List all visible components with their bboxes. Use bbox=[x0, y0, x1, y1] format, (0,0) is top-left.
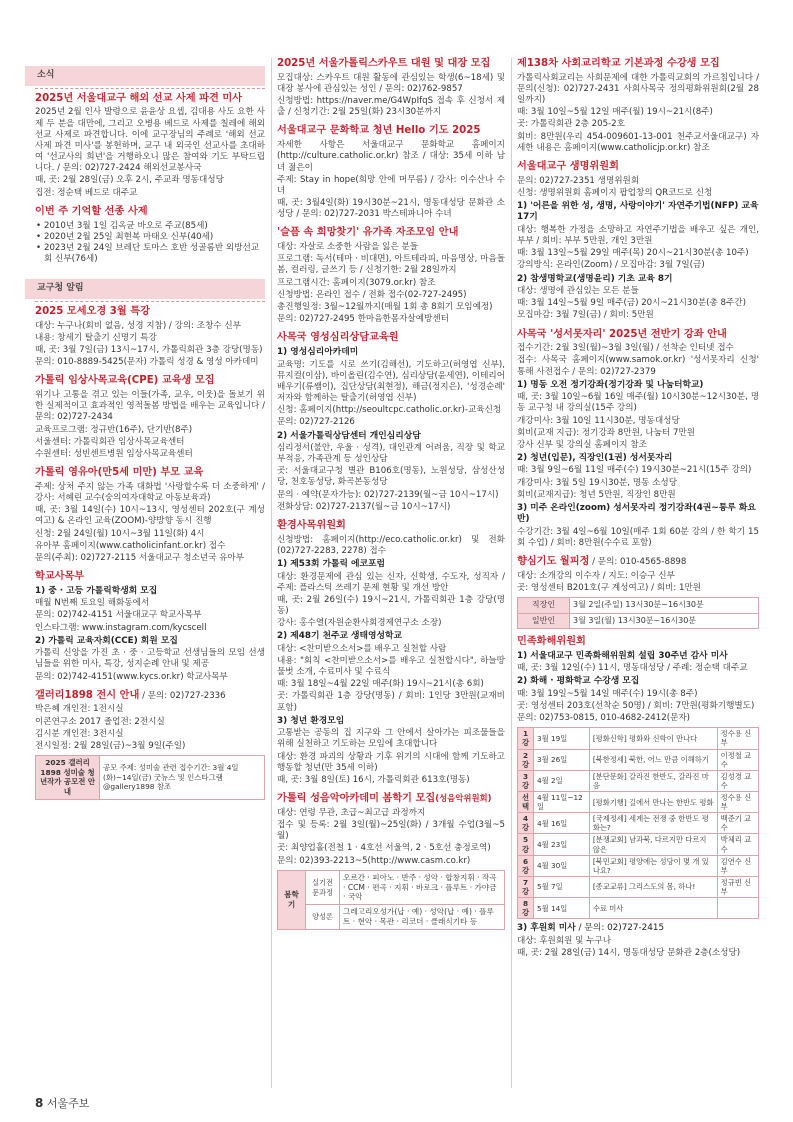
article-text: 개강미사: 3월 5일 19시30분, 명동 소성당 bbox=[517, 477, 678, 488]
sub-heading: 1) '어른을 위한 성, 생명, 사랑이야기' 자연주기법(NFP) 교육 17기 bbox=[517, 201, 759, 223]
course-list: 그레고리오성가(납 · 예) · 성악(납 · 예) · 플루트 · 현악 · 목관 · 리코더 · 클래식기타 등 bbox=[340, 905, 505, 930]
lecture-topic: [종교교류] 그리스도의 몸, 하나! bbox=[589, 876, 717, 897]
lecture-date: 4월 30일 bbox=[534, 855, 590, 876]
article-text: 때: 3월 14일~5월 9일 매주(금) 20시~21시30분(총 8주간) bbox=[517, 298, 746, 309]
article-title: 서울대교구 문화학교 청년 Hello 기도 2025 bbox=[277, 125, 481, 137]
article-text: 곳: 서울대교구청 별관 B106호(명동), 노원성당, 삼성산성당, 천호동성당, 화곡본동성당 bbox=[277, 466, 505, 488]
table-row bbox=[518, 770, 759, 791]
article-text: 고통받는 공동의 집 지구와 그 안에서 살아가는 피조물들을 위해 실천하고 기도하는 모임에 초대합니다 bbox=[277, 728, 505, 750]
article-text: 집전: 정순택 베드로 대주교 bbox=[35, 187, 138, 198]
article-text: 대상: 연령 무관, 초급~최고급 과정까지 bbox=[277, 807, 426, 818]
schedule-time: 3월 2일(주일) 13시30분~16시30분 bbox=[570, 598, 759, 613]
article-title: 가톨릭 임상사목교육(CPE) 교육생 모집 bbox=[35, 375, 215, 387]
article-text: 문의: 02)727-2495 한마음한몸자살예방센터 bbox=[277, 314, 449, 325]
article-text: 곳: 영성센터 203호(선착순 50명) / 회비: 7만원(평화기행별도) bbox=[517, 701, 755, 711]
article-title: 이번 주 기억할 선종 사제 bbox=[35, 205, 148, 217]
sub-heading: 3) 청년 환경모임 bbox=[277, 715, 345, 726]
article-text: 이콘연구소 2017 졸업전: 2전시실 bbox=[35, 716, 165, 727]
article-text: 문의 · 예약(문자가능): 02)727-2139(월~금 10시~17시) bbox=[277, 489, 499, 500]
article-text: 문의: 02)393-2213~5(http://www.casm.co.kr) bbox=[277, 855, 471, 866]
list-item: • 2010년 3월 1일 김옥균 바오로 주교(85세) bbox=[35, 221, 265, 232]
lecture-number: 8강 bbox=[518, 898, 534, 919]
article-text: 신청: 홈페이지(http://seoultcpc.catholic.or.kr)-교육신청 bbox=[277, 405, 502, 416]
article-text: 문의: 02)727-2351 생명위원회 bbox=[517, 175, 640, 186]
lecturer: 김성경 교수 bbox=[717, 770, 758, 791]
column-1 bbox=[35, 58, 265, 803]
lecture-number: 선택 bbox=[518, 792, 534, 813]
article-text: 2025년 2월 인사 발령으로 윤윤상 요셉, 김대용 사도 요한 사제 두 분을 대만에, 그리고 오병용 베드로 사제를 칠레에 해외 선교 사제로 파견합니다. 이에 교구장님의 주례로 '해외 선교 사제 파견 미사'를 봉헌하며, 교구 내 외국인 선교사를 초대하여 '선교사의 희년'을 거행하오니 많은 참여와 기도 부탁드립니다. / 문의: 02)727-2424 해외선교봉사국 bbox=[35, 107, 265, 174]
article-text: 인스타그램: www.instagram.com/kycscell bbox=[35, 622, 207, 633]
lecturer: 정수용 신부 bbox=[717, 728, 758, 749]
lecture-number: 2강 bbox=[518, 749, 534, 770]
page-footer bbox=[35, 1096, 89, 1112]
article-text: 강사: 홍수열(자원순환사회경제연구소 소장) bbox=[277, 618, 442, 629]
article-text: 심리정서(불안, 우울 · 성격), 대인관계 어려움, 직장 및 학교 부적응, 가족관계 등 성인상담 bbox=[277, 442, 505, 465]
music-course-table bbox=[277, 870, 505, 930]
article-text: 곳: 영성센터 B201호(구 계성여고) / 회비: 1만원 bbox=[517, 583, 702, 594]
table-row bbox=[518, 855, 759, 876]
article-text: 대상: 환경문제에 관심 있는 신자, 신학생, 수도자, 성직자 / 주제: 플라스틱 쓰레기 문제 현황 및 개선 방안 bbox=[277, 571, 505, 593]
lecture-topic: [분쟁교회] 남과북, 다르지만 다르지 않은 bbox=[589, 834, 717, 855]
article-text: 문의: 02)742-4151(www.kycs.or.kr) 학교사목부 bbox=[35, 671, 228, 682]
article-text: 가톨릭 신앙을 가진 초 · 중 · 고등학교 선생님들의 모임 선생님들을 위한 미사, 특강, 성지순례 안내 및 제공 bbox=[35, 648, 265, 670]
article-text: 신청: 2월 24일(월) 10시~3월 11일(화) 4시 bbox=[35, 528, 205, 539]
table-row bbox=[518, 898, 759, 919]
article-text: 신청방법: 온라인 접수 / 전화 접수(02-727-2495) bbox=[277, 289, 467, 300]
lecturer: 박체리 교수 bbox=[717, 834, 758, 855]
article-text: 가톨릭사회교리는 사회문제에 대한 가톨릭교회의 가르침입니다 / 문의(신청): 02)727-2431 사회사목국 정의평화위원회(2월 28일까지) bbox=[517, 72, 759, 106]
article-text: 때, 곳: 3월 12일(수) 11시, 명동대성당 / 주례: 정순택 대주교 bbox=[517, 663, 748, 674]
article-text: 때, 곳: 3월 8일(토) 16시, 가톨릭회관 613호(명동) bbox=[277, 774, 470, 785]
article-text: 문의: 02)753-0815, 010-4682-2412(문자) bbox=[517, 713, 691, 724]
lecture-date: 5월 7일 bbox=[534, 876, 590, 897]
article-text: 프로그램시간: 홈페이지(3079.or.kr) 참조 bbox=[277, 277, 436, 288]
lecture-topic: [평화기행] 길에서 만나는 한반도 평화 bbox=[589, 792, 717, 813]
article-title: 서울대교구 생명위원회 bbox=[517, 160, 619, 172]
column-3 bbox=[517, 58, 759, 960]
article-text: 김시분 개인전: 3전시실 bbox=[35, 728, 124, 739]
lecture-topic: 수료 미사 bbox=[589, 898, 717, 919]
sub-heading: 1) 중 · 고등 가톨릭학생회 모집 bbox=[35, 585, 158, 596]
lecturer: 백준기 교수 bbox=[717, 813, 758, 834]
lecturer: 이정철 교수 bbox=[717, 749, 758, 770]
retreat-schedule-table bbox=[517, 597, 759, 629]
music-academy-sub: (성음악위원회) bbox=[435, 793, 492, 804]
lecture-number: 4강 bbox=[518, 813, 534, 834]
article-text: 때, 곳: 2월 28일(금) 14시, 명동대성당 문화관 2층(소성당) bbox=[517, 947, 741, 958]
article-text: 곳: 최양업홀(전철 1 · 4호선 서울역, 2 · 5호선 충정로역) bbox=[277, 843, 491, 854]
article-title: 제138차 사회교리학교 기본과정 수강생 모집 bbox=[517, 58, 720, 69]
page-number: 8 bbox=[35, 1096, 44, 1110]
lecturer: 정규빈 신부 bbox=[717, 876, 758, 897]
article-title: 사목국 '성서못자리' 2025년 전반기 강좌 안내 bbox=[517, 328, 727, 340]
article-text: 수원센터: 성빈센트병원 임상사목교육센터 bbox=[35, 448, 193, 459]
article-text: 서울센터: 가톨릭회관 임상사목교육센터 bbox=[35, 436, 185, 447]
article-text: 접수기간: 2월 3일(월)~3월 3일(월) / 선착순 인터넷 접수 bbox=[517, 343, 734, 354]
article-text: 자세한 사항은 서울대교구 문화학교 홈페이지(http://culture.catholic.or.kr) 참조 / 대상: 35세 이하 남녀 젊은이 bbox=[277, 140, 505, 173]
article-text: 때: 3월 13일~5월 29일 매주(목) 20시~21시30분(총 10주) bbox=[517, 248, 749, 259]
course-type: 실기전문과정 bbox=[306, 870, 340, 905]
lecture-number: 7강 bbox=[518, 876, 534, 897]
lecture-topic: [평화신학] 평화와 신학이 만나다 bbox=[589, 728, 717, 749]
article-text: 대상: <찬미받으소서>를 배우고 실천할 사람 bbox=[277, 643, 447, 654]
semester-label: 봄학기 bbox=[278, 870, 306, 929]
column-divider bbox=[511, 58, 512, 1088]
table-row bbox=[518, 613, 759, 628]
article-title bbox=[517, 556, 759, 569]
article-title: 2025년 서울대교구 해외 선교 사제 파견 미사 bbox=[35, 92, 243, 104]
article-text: 때, 곳: 3월4일(화) 19시30분~21시, 명동대성당 문화관 소성당 / 문의: 02)727-2031 박스테파니아 수녀 bbox=[277, 198, 505, 220]
article-text: 때, 곳: 3월 14일(수) 10시~13시, 영성센터 202호(구 계성여고) & 온라인 교육(ZOOM)-양방향 동시 진행 bbox=[35, 505, 265, 527]
article-text: 개강미사: 3월 10일 11시30분, 명동대성당 bbox=[517, 415, 680, 426]
article-text: 모집마감: 3월 7일(금) / 회비: 5만원 bbox=[517, 310, 654, 321]
article-title bbox=[35, 690, 265, 703]
prayer-retreat-title: 향심기도 월피정 bbox=[517, 556, 590, 568]
lecture-number: 3강 bbox=[518, 770, 534, 791]
support-mass-phone: / 문의: 02)727-2415 bbox=[575, 923, 665, 934]
table-row bbox=[518, 834, 759, 855]
lecturer: 김연수 신부 bbox=[717, 855, 758, 876]
gallery-contest-box bbox=[35, 755, 265, 800]
contest-label: 2025 갤러리1898 성미술 청년작가 공모전 안내 bbox=[36, 756, 100, 800]
table-row bbox=[518, 598, 759, 613]
article-text: 전화상담: 02)727-2137(월~금 10시~17시) bbox=[277, 501, 451, 512]
sub-heading: 1) 서울대교구 민족화해위원회 설립 30주년 감사 미사 bbox=[517, 650, 728, 661]
article-title: 학교사목부 bbox=[35, 571, 85, 583]
article-text: 박은혜 개인전: 1전시실 bbox=[35, 704, 124, 715]
lecture-topic: [국제정세] 세계는 전쟁 중 한반도 평화는? bbox=[589, 813, 717, 834]
course-list: 오르간 · 피아노 · 반주 · 성악 · 합창지휘 · 작곡 · CCM · 편곡 · 지휘 · 바로크 · 플루트 · 가야금 · 국악 bbox=[340, 870, 505, 905]
table-row bbox=[518, 876, 759, 897]
lecture-date: 4월 11일~12일 bbox=[534, 792, 590, 813]
article-text: 신청방법: 홈페이지(http://eco.catholic.or.kr) 및 전화(02)727-2283, 2278) 접수 bbox=[277, 534, 505, 556]
article-text: 접수 및 등록: 2월 3일(월)~25일(화) / 3개월 수업(3월~5월) bbox=[277, 820, 505, 842]
lecturer bbox=[717, 898, 758, 919]
article-text: 회비(교재지급): 청년 5만원, 직장인 8만원 bbox=[517, 489, 676, 500]
article-text: 교육명: 기도를 시로 쓰기(김해선), 기도하고(허영엽 신부), 뮤지컬(이삼), 바이올린(김수연), 심리상담(윤세연), 이테리어 배우기(류쌤이), 집단상담(최현정), 해금(정지은), '성경순례' 저자와 함께하는 탈출기(허영엽 신부) bbox=[277, 359, 505, 404]
music-academy-title: 가톨릭 성음악아카데미 봄학기 모집 bbox=[277, 793, 436, 805]
lecture-date: 5월 14일 bbox=[534, 898, 590, 919]
gallery-phone: / 문의: 02)727-2336 bbox=[139, 690, 226, 701]
article-text: 대상: 환경 파괴의 상황과 기후 위기의 시대에 함께 기도하고 행동할 청년(만 35세 이하) bbox=[277, 751, 505, 773]
column-2 bbox=[277, 58, 505, 933]
article-text: 수강기간: 3월 4일~6월 10일(매주 1회 60분 강의 / 한 학기 15회 수업) / 회비: 8만원(수수료 포함) bbox=[517, 526, 759, 549]
article-text: 문의: 02)727-2126 bbox=[277, 417, 355, 428]
lecture-number: 6강 bbox=[518, 855, 534, 876]
schedule-label: 일반인 bbox=[518, 613, 570, 628]
article-text: 대상: 소개강의 이수자 / 지도: 이승구 신부 bbox=[517, 570, 675, 581]
table-row bbox=[518, 728, 759, 749]
section-tag-notice: 교구청 알림 bbox=[25, 279, 265, 299]
article-text: 때, 곳: 2월 28일(금) 오후 2시, 주교좌 명동대성당 bbox=[35, 175, 224, 186]
article-text: 총진행일정: 3월~12월까지(매월 1회 총 8회기 모임예정) bbox=[277, 302, 493, 312]
article-text: 접수: 사목국 홈페이지(www.samok.or.kr) '성서못자리 신청' 통해 사전접수 / 문의: 02)727-2379 bbox=[517, 355, 759, 377]
article-title bbox=[277, 793, 505, 806]
article-text: 문의: 02)742-4151 서울대교구 학교사목부 bbox=[35, 610, 202, 621]
article-text: 회비(교재 지급): 정기강좌 8만원, 나눔터 7만원 bbox=[517, 427, 696, 438]
section-tag-news: 소식 bbox=[25, 66, 265, 86]
lecture-topic: [분단문화] 갈라진 한반도, 갈라진 마음 bbox=[589, 770, 717, 791]
article-text: 교육프로그램: 정규반(16주), 단기반(8주) bbox=[35, 424, 193, 435]
article-text: 신청: 생명위원회 홈페이지 팝업창의 QR코드로 신청 bbox=[517, 187, 713, 198]
course-type: 양성론 bbox=[306, 905, 340, 930]
list-item: • 2023년 2월 24일 브레단 토마스 호반 성골롬반 외방선교회 신부(76세) bbox=[35, 243, 265, 265]
article-title: 민족화해위원회 bbox=[517, 636, 586, 648]
sub-heading: 2) 가톨릭 교육자회(CCE) 회원 모집 bbox=[35, 635, 178, 646]
article-text: 대상: 자살로 소중한 사람을 잃은 분들 bbox=[277, 242, 419, 253]
list-item: • 2020년 2월 25일 최현복 마태오 신부(40세) bbox=[35, 232, 265, 243]
sub-heading: 1) 영성심리아카데미 bbox=[277, 347, 359, 358]
sub-heading bbox=[517, 923, 759, 934]
sub-heading: 2) 서울가톨릭상담센터 개인심리상담 bbox=[277, 430, 421, 441]
article-text: 대상: 후원회원 및 누구나 bbox=[517, 935, 612, 946]
sub-heading: 2) 제48기 천주교 생태영성학교 bbox=[277, 631, 403, 642]
sub-heading: 2) 참생명학교(생명윤리) 기초 교육 8기 bbox=[517, 273, 673, 284]
article-text: 대상: 생명에 관심있는 모든 분들 bbox=[517, 286, 639, 296]
article-text: 때, 곳: 3월 7일(금) 13시~17시, 가톨릭회관 3층 강당(명동) bbox=[35, 345, 263, 356]
article-text: 곳: 가톨릭회관 1층 강당(명동) / 회비: 1인당 3만원(교재비 포함) bbox=[277, 691, 505, 713]
article-title: 사목국 영성심리상담교육원 bbox=[277, 332, 399, 344]
article-text: 모집대상: 스카우트 대원 활동에 관심있는 학생(6~18세) 및 대장 봉사에 관심있는 성인 / 문의: 02)762-9857 bbox=[277, 72, 505, 94]
column-divider bbox=[271, 58, 272, 1088]
article-text: 문의(주최): 02)727-2115 서울대교구 청소년국 유아부 bbox=[35, 552, 245, 563]
article-text: 때, 곳: 3월 10일~6월 16일 매주(월) 10시30분~12시30분, 명동 교구청 내 강의실(15주 강의) bbox=[517, 392, 759, 414]
publication-name: 서울주보 bbox=[46, 1097, 90, 1110]
gallery-title: 갤러리1898 전시 안내 bbox=[35, 689, 140, 701]
lecture-date: 4월 23일 bbox=[534, 834, 590, 855]
prayer-retreat-phone: / 문의: 010-4565-8898 bbox=[589, 557, 687, 568]
sub-heading: 2) 화해 · 평화학교 수강생 모집 bbox=[517, 676, 640, 687]
article-text: 때: 3월 10일~5월 12일 매주(월) 19시~21시(8주) bbox=[517, 107, 713, 118]
table-row bbox=[518, 749, 759, 770]
sub-heading: 3) 미주 온라인(zoom) 성서못자리 정기강좌(4권~통루 화요반) bbox=[517, 503, 756, 525]
article-text: 때: 3월 18일~4월 22일 매주(화) 19시~21시(총 6회) bbox=[277, 679, 484, 690]
deceased-priest-list bbox=[35, 221, 265, 266]
peace-school-schedule bbox=[517, 727, 759, 919]
article-text: 때: 3월 9일~6월 11일 매주(수) 19시30분~21시(15주 강의) bbox=[517, 465, 752, 476]
article-text: 프로그램: 독서(테마 · 비대면), 아트테라피, 마음명상, 마음돌봄, 컬러링, 글쓰기 등 / 신청기한: 2월 28일까지 bbox=[277, 254, 505, 276]
article-text: 전시일정: 2월 28일(금)~3월 9일(주일) bbox=[35, 741, 186, 751]
schedule-time: 3월 3일(월) 13시30분~16시30분 bbox=[570, 613, 759, 628]
article-text: 회비: 8만원(우리 454-009601-13-001 천주교서울대교구) 자세한 내용은 홈페이지(www.catholicjp.or.kr) 참조 bbox=[517, 131, 759, 153]
lecture-topic: [북한정세] 북한, 어느 만큼 이해하기 bbox=[589, 749, 717, 770]
sub-heading: 1) 명동 오전 정기강좌(정기강좌 및 나눔터학교) bbox=[517, 379, 704, 390]
lecture-date: 4월 16일 bbox=[534, 813, 590, 834]
article-text: 문의: 010-8889-5425(문자) 가톨릭 성경 & 영성 아카데미 bbox=[35, 357, 259, 368]
article-title: 가톨릭 영유아(만5세 미만) 부모 교육 bbox=[35, 467, 204, 479]
lecture-number: 5강 bbox=[518, 834, 534, 855]
contest-text: 공모 주제: 성미술 관련 접수기간: 3월 4일(화)~14일(금) 굿뉴스 및 인스타그램 @gallery1898 참조 bbox=[100, 756, 265, 800]
article-text: 신청방법: https://naver.me/G4WpIfqS 접속 후 신청서 제출 / 신청기간: 2월 25일(화) 23시30분까지 bbox=[277, 96, 505, 118]
lecture-date: 3월 26일 bbox=[534, 749, 590, 770]
article-text: 내용: 창세기 탈출기 신명기 특강 bbox=[35, 332, 157, 343]
lecturer: 정수용 신부 bbox=[717, 792, 758, 813]
article-text: 곳: 가톨릭회관 2층 205-2호 bbox=[517, 119, 625, 130]
article-title: 2025 모세오경 3월 특강 bbox=[35, 305, 150, 317]
lecture-date: 3월 19일 bbox=[534, 728, 590, 749]
article-title: 환경사목위원회 bbox=[277, 520, 346, 531]
article-text: 대상: 누구나(회비 없음, 성경 지참) / 강의: 조창수 신부 bbox=[35, 320, 242, 331]
article-text: 때: 3월 19일~5월 14일 매주(수) 19시(총 8주) bbox=[517, 688, 698, 699]
article-text: 강의방식: 온라인(Zoom) / 모집마감: 3월 7일(금) bbox=[517, 260, 705, 271]
article-text: 유아부 홈페이지(www.catholicinfant.or.kr) 접수 bbox=[35, 540, 226, 551]
article-text: 때, 곳: 2월 26일(수) 19시~21시, 가톨릭회관 1층 강당(명동) bbox=[277, 594, 505, 617]
sub-heading: 2) 청년(입문), 직장인(1권) 성서못자리 bbox=[517, 453, 673, 464]
article-title: '슬픔 속 희망찾기' 유가족 자조모임 안내 bbox=[277, 227, 459, 239]
article-text: 위기나 고통을 겪고 있는 이들(가족, 교우, 이웃)을 돌보기 위한 실제적이고 효과적인 영적돌봄 방법을 배우는 교육입니다 / 문의: 02)727-2434 bbox=[35, 390, 265, 423]
article-text: 강사 신부 및 강의실 홈페이지 참조 bbox=[517, 439, 647, 450]
lecture-topic: [북민교회] 평양에는 성당이 몇 개 있나요? bbox=[589, 855, 717, 876]
article-text: 주제: Stay in hope(희망 안에 머무름) / 강사: 이수산나 수녀 bbox=[277, 174, 505, 196]
table-row bbox=[518, 792, 759, 813]
article-text: 내용: "회칙 <찬미받으소서>를 배우고 실천합시다", 하늘땅물벗 소개, 수료미사 및 수료식 bbox=[277, 655, 505, 678]
article-text: 주제: 상처 주지 않는 가족 대화법 '사랑할수록 더 소중하게' / 강사: 서혜린 교수(숭의여자대학교 아동보육과) bbox=[35, 481, 265, 504]
article-title: 2025년 서울가톨릭스카우트 대원 및 대장 모집 bbox=[277, 58, 491, 69]
article-text: 대상: 행복한 가정을 소망하고 자연주기법을 배우고 싶은 개인, 부부 / 회비: 부부 5만원, 개인 3만원 bbox=[517, 224, 759, 247]
support-mass-title: 3) 후원회 미사 bbox=[517, 923, 576, 934]
schedule-label: 직장인 bbox=[518, 598, 570, 613]
lecture-number: 1강 bbox=[518, 728, 534, 749]
table-row bbox=[518, 813, 759, 834]
article-text: 매월 N번째 토요일 해화동에서 bbox=[35, 598, 150, 609]
sub-heading: 1) 제53회 가톨릭 에코포럼 bbox=[277, 559, 386, 570]
lecture-date: 4월 2일 bbox=[534, 770, 590, 791]
